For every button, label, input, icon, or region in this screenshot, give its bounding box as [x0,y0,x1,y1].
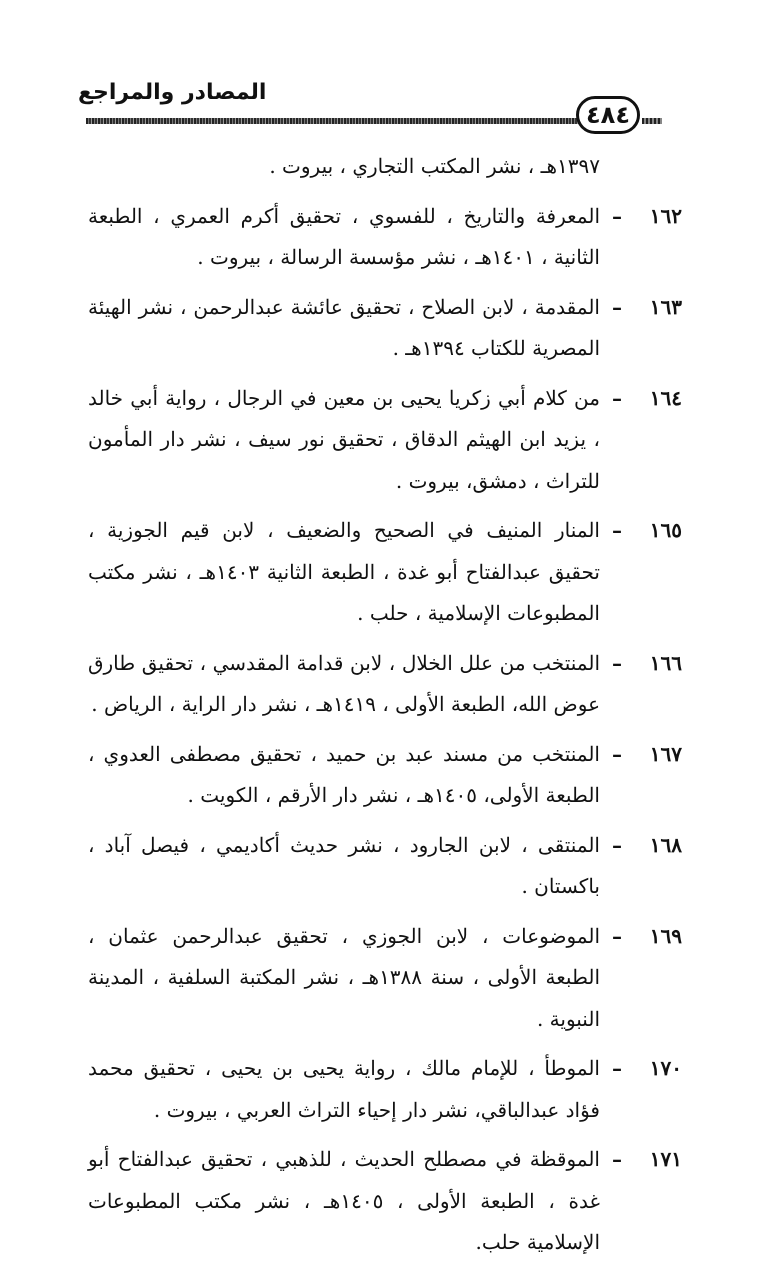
entry-text: الموضوعات ، لابن الجوزي ، تحقيق عبدالرحمن عثمان ، الطبعة الأولى ، سنة ١٣٨٨هـ ، نشر المكتبة السلفية ، المدينة النبوية . [88,923,600,1031]
bibliography-entry [88,643,682,726]
entry-dash: – [612,294,622,319]
entry-number: ١٧١ [649,1147,682,1171]
entry-number: ١٦٣ [649,294,682,319]
bibliography-entry [88,287,682,370]
entry-dash: – [612,923,622,948]
entry-text: المنتخب من علل الخلال ، لابن قدامة المقدسي ، تحقيق طارق عوض الله، الطبعة الأولى ، ١٤١٩هـ ، نشر دار الراية ، الرياض . [88,650,600,716]
entry-number: ١٦٥ [649,518,682,542]
entry-number: ١٦٦ [649,650,682,675]
page-number-badge: ٤٨٤ [576,96,640,134]
entry-number: ١٦٢ [649,203,682,228]
bibliography-entry [88,1048,682,1131]
bibliography-entry [88,196,682,279]
header-rule [86,118,580,124]
entry-number: ١٦٧ [649,741,682,766]
continued-entry-text: ١٣٩٧هـ ، نشر المكتب التجاري ، بيروت . [269,154,600,178]
bibliography-entry [88,916,682,1041]
entry-text: الموقظة في مصطلح الحديث ، للذهبي ، تحقيق عبدالفتاح أبو غدة ، الطبعة الأولى ، ١٤٠٥هـ ، نشر مكتب المطبوعات الإسلامية حلب. [88,1147,600,1254]
entry-text: المنتخب من مسند عبد بن حميد ، تحقيق مصطفى العدوي ، الطبعة الأولى، ١٤٠٥هـ ، نشر دار الأرقم ، الكويت . [88,741,600,807]
entry-text: المنتقى ، لابن الجارود ، نشر حديث أكاديمي ، فيصل آباد ، باكستان . [88,832,600,898]
entry-dash: – [612,832,622,857]
header-rule-ornament [642,118,662,124]
entry-text: الموطأ ، للإمام مالك ، رواية يحيى بن يحيى ، تحقيق محمد فؤاد عبدالباقي، نشر دار إحياء التراث العربي ، بيروت . [88,1056,600,1122]
bibliography-entry [88,510,682,635]
entry-dash: – [612,650,622,675]
bibliography-list [88,146,682,1264]
entry-number: ١٦٩ [649,923,682,948]
bibliography-entry [88,734,682,817]
entry-number: ١٧٠ [649,1056,682,1080]
entry-number: ١٦٨ [649,832,682,857]
bibliography-entry [88,825,682,908]
entry-text: المعرفة والتاريخ ، للفسوي ، تحقيق أكرم العمري ، الطبعة الثانية ، ١٤٠١هـ ، نشر مؤسسة الرسالة ، بيروت . [88,203,600,269]
entry-text: المقدمة ، لابن الصلاح ، تحقيق عائشة عبدالرحمن ، نشر الهيئة المصرية للكتاب ١٣٩٤هـ . [88,294,600,360]
entry-dash: – [612,518,622,542]
entry-text: المنار المنيف في الصحيح والضعيف ، لابن قيم الجوزية ، تحقيق عبدالفتاح أبو غدة ، الطبعة الثانية ١٤٠٣هـ ، نشر مكتب المطبوعات الإسلامية ، حلب . [88,518,600,625]
entry-dash: – [612,1147,622,1171]
entry-text: من كلام أبي زكريا يحيى بن معين في الرجال ، رواية أبي خالد ، يزيد ابن الهيثم الدقاق ، تحقيق نور سيف ، نشر دار المأمون للتراث ، دمشق، بيروت . [88,385,600,493]
running-header-title: المصادر والمراجع [78,80,267,105]
bibliography-entry [88,1139,682,1264]
bibliography-entry [88,378,682,503]
entry-dash: – [612,741,622,766]
entry-dash: – [612,1056,622,1080]
entry-number: ١٦٤ [649,385,682,410]
entry-dash: – [612,203,622,228]
entry-dash: – [612,385,622,410]
